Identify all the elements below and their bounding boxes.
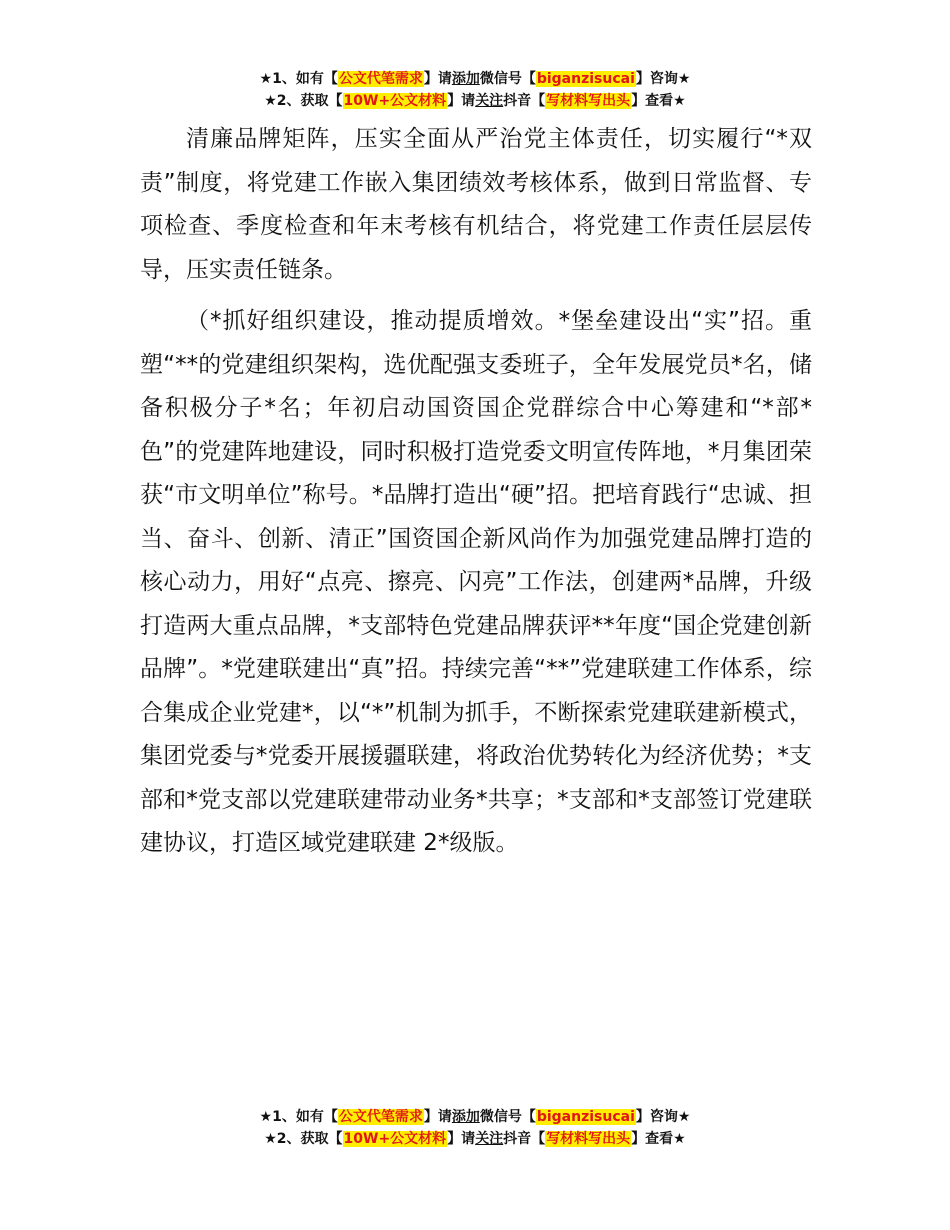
highlight-service: 公文代笔需求 <box>338 71 423 87</box>
highlight-service: 公文代笔需求 <box>338 1109 423 1125</box>
banner-text: ★2、获取【 <box>264 1131 343 1147</box>
highlight-materials: 10W+公文材料 <box>343 93 447 109</box>
banner-text: ★2、获取【 <box>264 93 343 109</box>
underlined-follow: 关注 <box>475 93 504 109</box>
banner-text: 微信号【 <box>479 71 536 87</box>
highlight-douyin-account: 写材料写出头 <box>546 93 631 109</box>
banner-text: ★1、如有【 <box>259 71 338 87</box>
banner-text: 】咨询★ <box>635 1109 691 1125</box>
footer-line-1 <box>0 1106 950 1128</box>
banner-text: 】查看★ <box>631 1131 686 1147</box>
banner-text: ★1、如有【 <box>259 1109 338 1125</box>
highlight-wechat-id: biganzisucai <box>536 71 635 87</box>
banner-text: 】查看★ <box>631 93 686 109</box>
banner-text: 抖音【 <box>503 93 546 109</box>
highlight-materials: 10W+公文材料 <box>343 1131 447 1147</box>
header-line-1 <box>0 68 950 90</box>
footer-banner <box>0 1106 950 1150</box>
underlined-add: 添加 <box>451 71 480 87</box>
paragraph-2: （*抓好组织建设，推动提质增效。*堡垒建设出“实”招。重塑“**的党建组织架构，选优配强支委班子，全年发展党员*名，储备积极分子*名；年初启动国资国企党群综合中心筹建和“*部*色”的党建阵地建设，同时积极打造党委文明宣传阵地，*月集团荣获“市文明单位”称号。*品牌打造出“硬”招。把培育践行“忠诚、担当、奋斗、创新、清正”国资国企新风尚作为加强党建品牌打造的核心动力，用好“点亮、擦亮、闪亮”工作法，创建两*品牌，升级打造两大重点品牌，*支部特色党建品牌获评**年度“国企党建创新品牌”。*党建联建出“真”招。持续完善“**”党建联建工作体系，综合集成企业党建*，以“*”机制为抓手，不断探索党建联建新模式，集团党委与*党委开展援疆联建，将政治优势转化为经济优势；*支部和*党支部以党建联建带动业务*共享；*支部和*支部签订党建联建协议，打造区域党建联建 2*级版。 <box>140 308 812 856</box>
footer-line-2 <box>0 1128 950 1150</box>
banner-text: 微信号【 <box>479 1109 536 1125</box>
banner-text: 抖音【 <box>503 1131 546 1147</box>
banner-text: 】咨询★ <box>635 71 691 87</box>
underlined-add: 添加 <box>451 1109 480 1125</box>
header-line-2 <box>0 90 950 112</box>
highlight-douyin-account: 写材料写出头 <box>546 1131 631 1147</box>
header-banner <box>0 68 950 112</box>
paragraph-1: 清廉品牌矩阵，压实全面从严治党主体责任，切实履行“*双责”制度，将党建工作嵌入集团绩效考核体系，做到日常监督、专项检查、季度检查和年末考核有机结合，将党建工作责任层层传导，压实责任链条。 <box>140 126 812 283</box>
banner-text: 】请 <box>423 1109 452 1125</box>
banner-text: 】请 <box>423 71 452 87</box>
underlined-follow: 关注 <box>475 1131 504 1147</box>
banner-text: 】请 <box>447 1131 476 1147</box>
banner-text: 】请 <box>447 93 476 109</box>
highlight-wechat-id: biganzisucai <box>536 1109 635 1125</box>
document-body <box>140 118 812 866</box>
